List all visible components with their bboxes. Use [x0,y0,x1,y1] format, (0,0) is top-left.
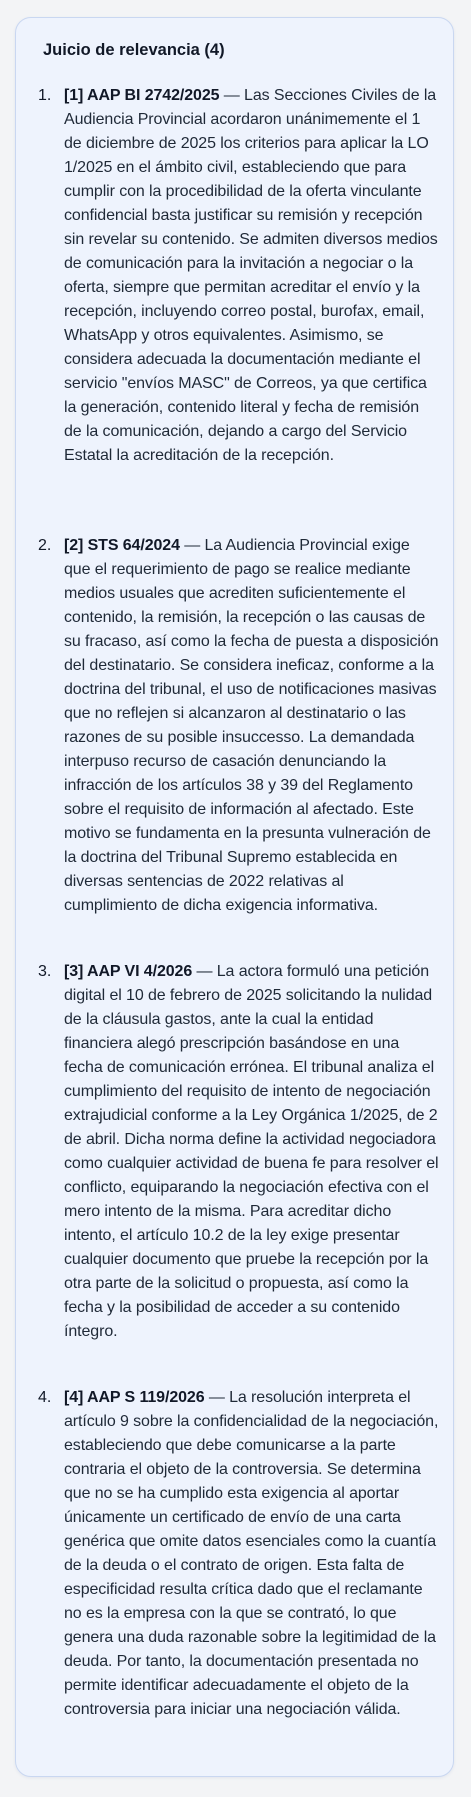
case-reference: [1] AAP BI 2742/2025 [64,87,220,104]
item-number: 1. [38,87,52,104]
item-text [64,84,440,468]
item-text [64,534,440,918]
case-reference: [3] AAP VI 4/2026 [64,963,193,980]
case-summary: — La actora formuló una petición digital el 10 de febrero de 2025 solicitando la nulidad de la cláusula gastos, ante la cual la entidad financiera alegó prescripción basándose en una fecha de comunicación errónea. El tribunal analiza el cumplimiento del requisito de intento de negociación extrajudicial conforme a la Ley Orgánica 1/2025, de 2 de abril. Dicha norma define la actividad negociadora como cualquier actividad de buena fe para resolver el conflicto, equiparando la negociación efectiva con el mero intento de la misma. Para acreditar dicho intento, el artículo 10.2 de la ley exige presentar cualquier documento que pruebe la recepción por la otra parte de la solicitud o propuesta, así como la fecha y la posibilidad de acceder a su contenido íntegro. [64,963,439,1340]
case-summary: — La Audiencia Provincial exige que el requerimiento de pago se realice mediante medios usuales que acrediten suficientemente el contenido, la remisión, la recepción o las causas de su fracaso, así como la fecha de puesta a disposición del destinatario. Se considera ineficaz, conforme a la doctrina del tribunal, el uso de notificaciones masivas que no reflejen si alcanzaron al destinatario o las razones de su posible insuccesso. La demandada interpuso recurso de casación denunciando la infracción de los artículos 38 y 39 del Reglamento sobre el requisito de información al afectado. Este motivo se fundamenta en la presunta vulneración de la doctrina del Tribunal Supremo establecida en diversas sentencias de 2022 relativas al cumplimiento de dicha exigencia informativa. [64,537,439,914]
item-text [64,960,440,1344]
case-reference: [4] AAP S 119/2026 [64,1389,205,1406]
item-number: 4. [38,1389,52,1406]
relevance-panel [15,17,454,1777]
item-text [64,1386,440,1722]
item-number: 3. [38,963,52,980]
item-number: 2. [38,537,52,554]
case-reference: [2] STS 64/2024 [64,537,180,554]
panel-title: Juicio de relevancia (4) [43,41,225,59]
case-summary: — Las Secciones Civiles de la Audiencia Provincial acordaron unánimemente el 1 de diciembre de 2025 los criterios para aplicar la LO 1/2025 en el ámbito civil, estableciendo que para cumplir con la procedibilidad de la oferta vinculante confidencial basta justificar su remisión y recepción sin revelar su contenido. Se admiten diversos medios de comunicación para la invitación a negociar o la oferta, siempre que permitan acreditar el envío y la recepción, incluyendo correo postal, burofax, email, WhatsApp y otros equivalentes. Asimismo, se considera adecuada la documentación mediante el servicio "envíos MASC" de Correos, ya que certifica la generación, contenido literal y fecha de remisión de la comunicación, dejando a cargo del Servicio Estatal la acreditación de la recepción. [64,87,438,464]
case-summary: — La resolución interpreta el artículo 9 sobre la confidencialidad de la negociación, estableciendo que debe comunicarse a la parte contraria el objeto de la controversia. Se determina que no se ha cumplido esta exigencia al aportar únicamente un certificado de envío de una carta genérica que omite datos esenciales como la cuantía de la deuda o el contrato de origen. Esta falta de especificidad resulta crítica dado que el reclamante no es la empresa con la que se contrató, lo que genera una duda razonable sobre la legitimidad de la deuda. Por tanto, la documentación presentada no permite identificar adecuadamente el objeto de la controversia para iniciar una negociación válida. [64,1389,439,1718]
